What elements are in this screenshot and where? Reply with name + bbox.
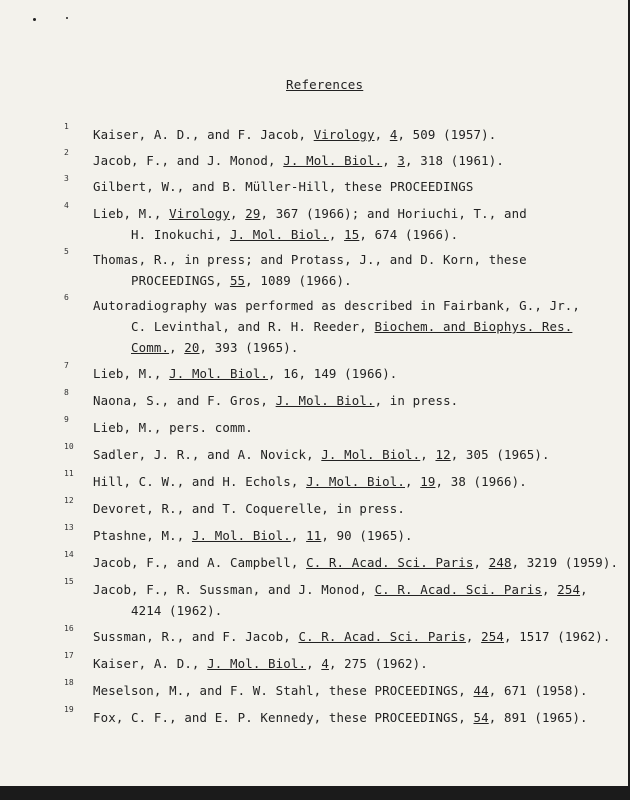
reference-text: Gilbert, W., and B. Müller-Hill, these PROCEEDINGS <box>93 179 474 194</box>
reference-line <box>93 710 588 725</box>
reference-text: Lieb, M., pers. comm. <box>93 420 253 435</box>
reference-text: , <box>420 447 436 462</box>
reference-text: , 275 (1962). <box>328 656 428 671</box>
reference-number: 16 <box>64 624 74 633</box>
underlined-text: 4 <box>321 656 329 671</box>
reference-text: , 509 (1957). <box>397 127 497 142</box>
reference-text: , <box>169 340 185 355</box>
underlined-text: J. Mol. Biol. <box>306 474 406 489</box>
reference-line <box>93 206 527 221</box>
reference-text: Autoradiography was performed as described in Fairbank, G., Jr., <box>93 298 581 313</box>
reference-text: Jacob, F., and A. Campbell, <box>93 555 307 570</box>
reference-text: , 671 (1958). <box>488 683 588 698</box>
underlined-text: J. Mol. Biol. <box>229 227 329 242</box>
reference-line <box>131 273 352 288</box>
underlined-text: 20 <box>184 340 200 355</box>
reference-number: 5 <box>64 247 69 256</box>
reference-text: , 1089 (1966). <box>245 273 352 288</box>
reference-line <box>93 127 496 142</box>
reference-text: , 367 (1966); and Horiuchi, T., and <box>260 206 527 221</box>
reference-text: , <box>473 555 489 570</box>
reference-line <box>93 629 611 644</box>
underlined-text: J. Mol. Biol. <box>321 447 421 462</box>
reference-text: Thomas, R., in press; and Protass, J., and D. Korn, these <box>93 252 527 267</box>
underlined-text: Biochem. and Biophys. Res. <box>374 319 573 334</box>
reference-text: Jacob, F., and J. Monod, <box>93 153 284 168</box>
underlined-text: C. R. Acad. Sci. Paris <box>306 555 474 570</box>
reference-text: Sussman, R., and F. Jacob, <box>93 629 299 644</box>
page-title: References <box>286 77 364 92</box>
reference-text: Fox, C. F., and E. P. Kennedy, these PROCEEDINGS, <box>93 710 474 725</box>
underlined-text: 254 <box>557 582 581 597</box>
corner-mark <box>33 18 36 21</box>
reference-text: Devoret, R., and T. Coquerelle, in press. <box>93 501 406 516</box>
underlined-text: 29 <box>245 206 261 221</box>
reference-text: H. Inokuchi, <box>131 227 230 242</box>
reference-text: , <box>541 582 558 597</box>
underlined-text: J. Mol. Biol. <box>207 656 307 671</box>
reference-line <box>93 420 253 435</box>
reference-line <box>93 447 550 462</box>
reference-line <box>131 319 572 334</box>
reference-text: , 90 (1965). <box>321 528 413 543</box>
underlined-text: 4 <box>389 127 398 142</box>
underlined-text: Virology <box>313 127 375 142</box>
reference-line <box>93 501 405 516</box>
reference-text: Sadler, J. R., and A. Novick, <box>93 447 322 462</box>
reference-text: , 38 (1966). <box>435 474 527 489</box>
reference-text: , <box>230 206 246 221</box>
reference-number: 6 <box>64 293 69 302</box>
reference-line <box>93 252 527 267</box>
reference-text: , 16, 149 (1966). <box>268 366 398 381</box>
reference-text: Meselson, M., and F. W. Stahl, these PROCEEDINGS, <box>93 683 474 698</box>
reference-number: 7 <box>64 361 69 370</box>
reference-text: , in press. <box>374 393 459 408</box>
underlined-text: C. R. Acad. Sci. Paris <box>298 629 466 644</box>
reference-text: , 3219 (1959). <box>511 555 619 570</box>
reference-line <box>93 298 580 313</box>
reference-text: , <box>405 474 421 489</box>
reference-line <box>93 393 458 408</box>
reference-text: 4214 (1962). <box>131 603 223 618</box>
reference-text: , 891 (1965). <box>488 710 588 725</box>
reference-line <box>93 474 527 489</box>
reference-text: Jacob, F., R. Sussman, and J. Monod, <box>93 582 375 597</box>
reference-line <box>93 683 588 698</box>
reference-line <box>93 153 504 168</box>
reference-text: , 318 (1961). <box>405 153 504 168</box>
reference-text: Lieb, M., <box>93 206 170 221</box>
reference-number: 10 <box>64 442 74 451</box>
reference-text: , <box>306 656 322 671</box>
reference-number: 3 <box>64 174 69 183</box>
underlined-text: J. Mol. Biol. <box>275 393 375 408</box>
reference-number: 13 <box>64 523 74 532</box>
reference-text: , <box>580 582 588 597</box>
reference-line <box>131 603 222 618</box>
reference-text: , <box>374 127 390 142</box>
underlined-text: Virology <box>169 206 230 221</box>
reference-number: 14 <box>64 550 74 559</box>
underlined-text: J. Mol. Biol. <box>191 528 291 543</box>
underlined-text: 12 <box>435 447 451 462</box>
reference-text: , <box>382 153 398 168</box>
underlined-text: 44 <box>473 683 489 698</box>
reference-text: , <box>465 629 482 644</box>
reference-line <box>93 528 413 543</box>
corner-mark <box>66 17 68 19</box>
reference-number: 11 <box>64 469 74 478</box>
underlined-text: 3 <box>397 153 406 168</box>
underlined-text: Comm. <box>131 340 170 355</box>
reference-line <box>93 555 618 570</box>
reference-text: Naona, S., and F. Gros, <box>93 393 276 408</box>
reference-text: Kaiser, A. D., <box>93 656 208 671</box>
reference-text: Kaiser, A. D., and F. Jacob, <box>93 127 314 142</box>
underlined-text: C. R. Acad. Sci. Paris <box>374 582 542 597</box>
reference-number: 15 <box>64 577 74 586</box>
reference-text: , 305 (1965). <box>450 447 550 462</box>
reference-number: 18 <box>64 678 74 687</box>
reference-number: 19 <box>64 705 74 714</box>
reference-line <box>93 582 588 597</box>
underlined-text: 248 <box>488 555 512 570</box>
reference-text: , 1517 (1962). <box>503 629 611 644</box>
underlined-text: J. Mol. Biol. <box>283 153 383 168</box>
reference-line <box>93 656 428 671</box>
underlined-text: 55 <box>229 273 246 288</box>
reference-number: 2 <box>64 148 69 157</box>
underlined-text: 254 <box>481 629 504 644</box>
reference-text: Ptashne, M., <box>93 528 192 543</box>
reference-text: , 393 (1965). <box>199 340 299 355</box>
reference-text: Hill, C. W., and H. Echols, <box>93 474 307 489</box>
underlined-text: 11 <box>306 528 322 543</box>
underlined-text: 54 <box>473 710 489 725</box>
reference-line <box>131 227 458 242</box>
reference-number: 1 <box>64 122 69 131</box>
reference-text: PROCEEDINGS, <box>131 273 230 288</box>
reference-number: 12 <box>64 496 74 505</box>
reference-number: 8 <box>64 388 69 397</box>
underlined-text: J. Mol. Biol. <box>169 366 269 381</box>
reference-line <box>93 366 397 381</box>
reference-text: C. Levinthal, and R. H. Reeder, <box>131 319 375 334</box>
reference-number: 17 <box>64 651 74 660</box>
reference-text: , <box>328 227 345 242</box>
reference-line <box>131 340 298 355</box>
reference-number: 4 <box>64 201 69 210</box>
reference-text: , <box>290 528 307 543</box>
underlined-text: 15 <box>344 227 360 242</box>
reference-line <box>93 179 474 194</box>
reference-text: Lieb, M., <box>93 366 170 381</box>
underlined-text: 19 <box>420 474 436 489</box>
reference-text: , 674 (1966). <box>359 227 459 242</box>
reference-number: 9 <box>64 415 69 424</box>
